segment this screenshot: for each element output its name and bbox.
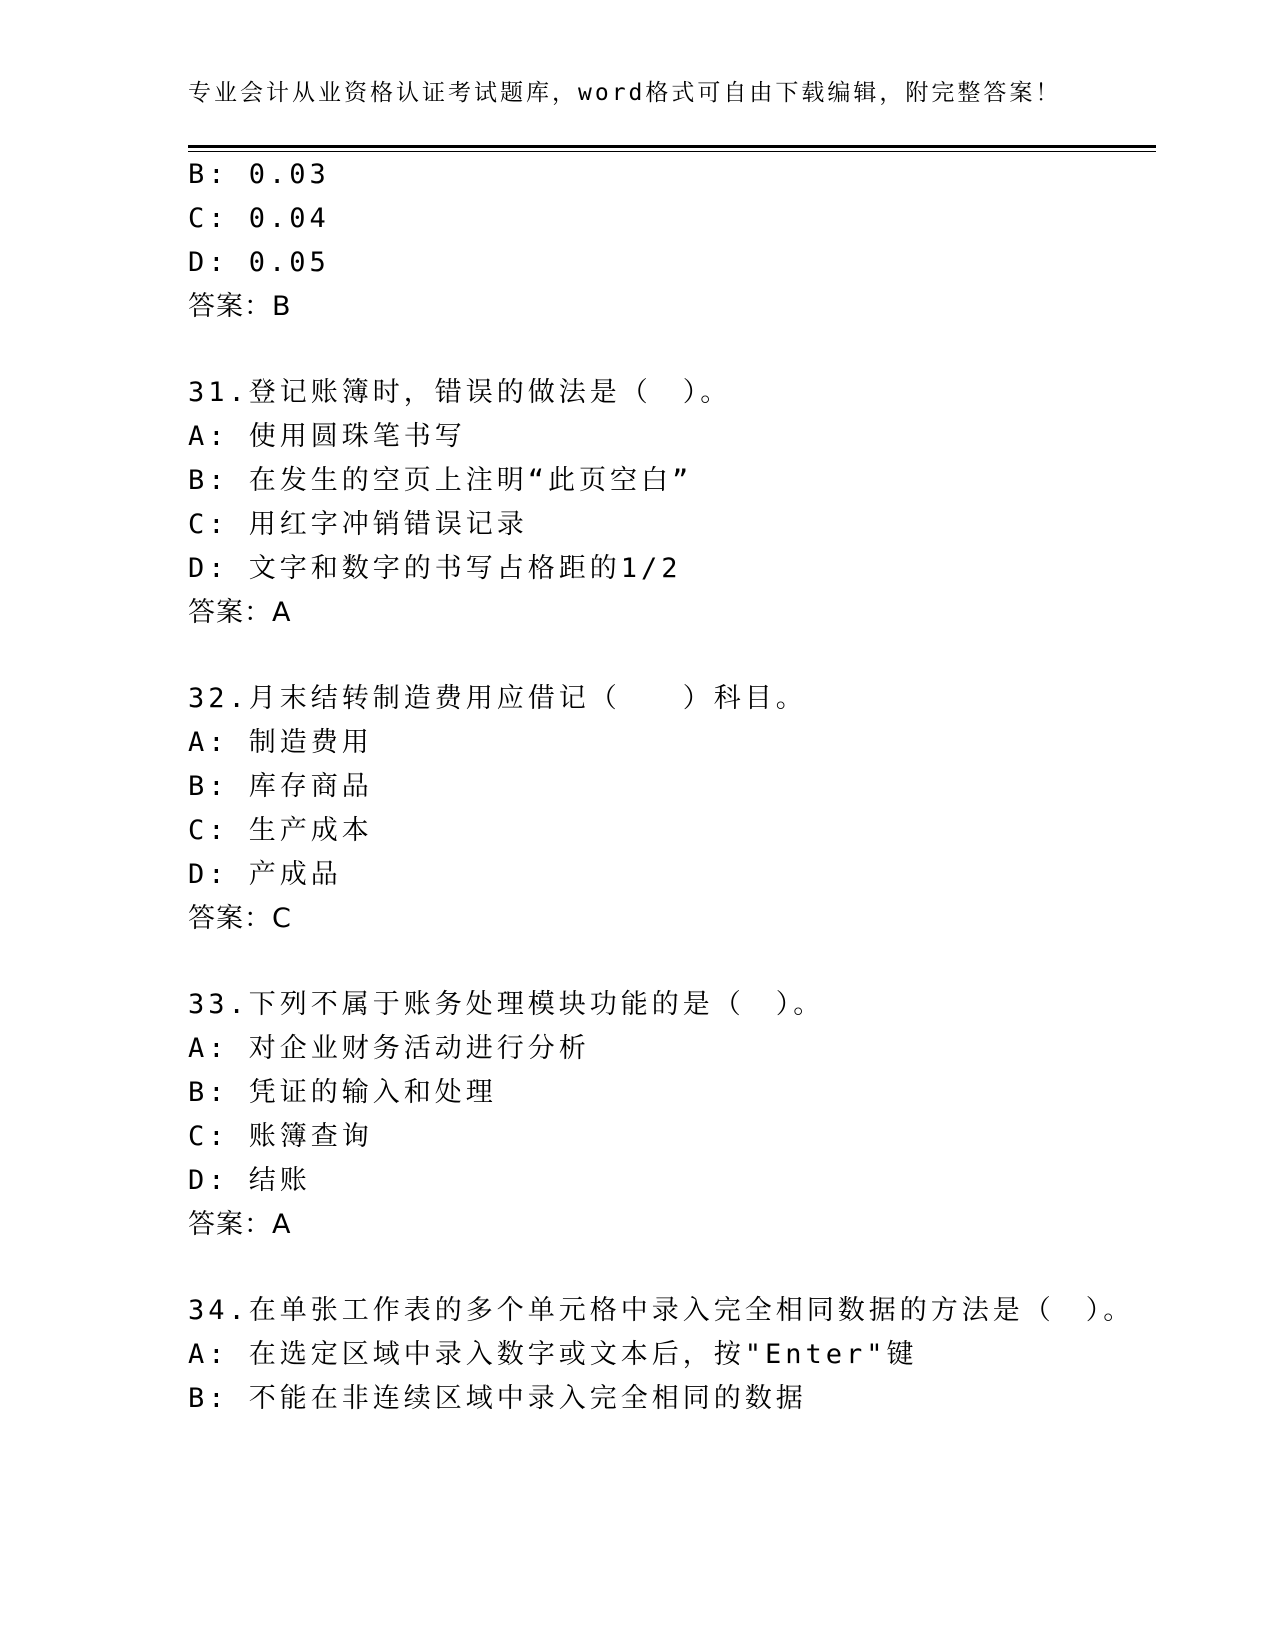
option-a: A: 对企业财务活动进行分析 [188, 1033, 590, 1064]
header-rule-thick [188, 145, 1156, 148]
option-c: C: 生产成本 [188, 815, 373, 846]
option-c: C: 账簿查询 [188, 1121, 373, 1152]
option-b: B: 在发生的空页上注明“此页空白” [188, 465, 693, 496]
answer: 答案：C [188, 903, 292, 934]
question-stem: 33.下列不属于账务处理模块功能的是（ ）。 [188, 989, 825, 1020]
option-d: D: 0.05 [188, 247, 330, 278]
option-c: C: 用红字冲销错误记录 [188, 509, 528, 540]
option-a: A: 使用圆珠笔书写 [188, 421, 466, 452]
option-b: B: 凭证的输入和处理 [188, 1077, 497, 1108]
option-b: B: 0.03 [188, 159, 330, 190]
question-stem: 34.在单张工作表的多个单元格中录入完全相同数据的方法是（ ）。 [188, 1295, 1135, 1326]
option-d: D: 文字和数字的书写占格距的1/2 [188, 553, 682, 584]
page-header: 专业会计从业资格认证考试题库，word格式可自由下载编辑，附完整答案！ [188, 80, 1062, 106]
question-stem: 32.月末结转制造费用应借记（ ）科目。 [188, 683, 807, 714]
option-d: D: 结账 [188, 1165, 311, 1196]
answer: 答案：B [188, 291, 292, 322]
option-a: A: 制造费用 [188, 727, 373, 758]
answer: 答案：A [188, 597, 292, 628]
option-c: C: 0.04 [188, 203, 330, 234]
option-b: B: 库存商品 [188, 771, 373, 802]
question-stem: 31.登记账簿时，错误的做法是（ ）。 [188, 377, 732, 408]
option-d: D: 产成品 [188, 859, 342, 890]
option-a: A: 在选定区域中录入数字或文本后，按"Enter"键 [188, 1339, 918, 1370]
answer: 答案：A [188, 1209, 292, 1240]
option-b: B: 不能在非连续区域中录入完全相同的数据 [188, 1383, 807, 1414]
header-rule-thin [188, 151, 1156, 152]
